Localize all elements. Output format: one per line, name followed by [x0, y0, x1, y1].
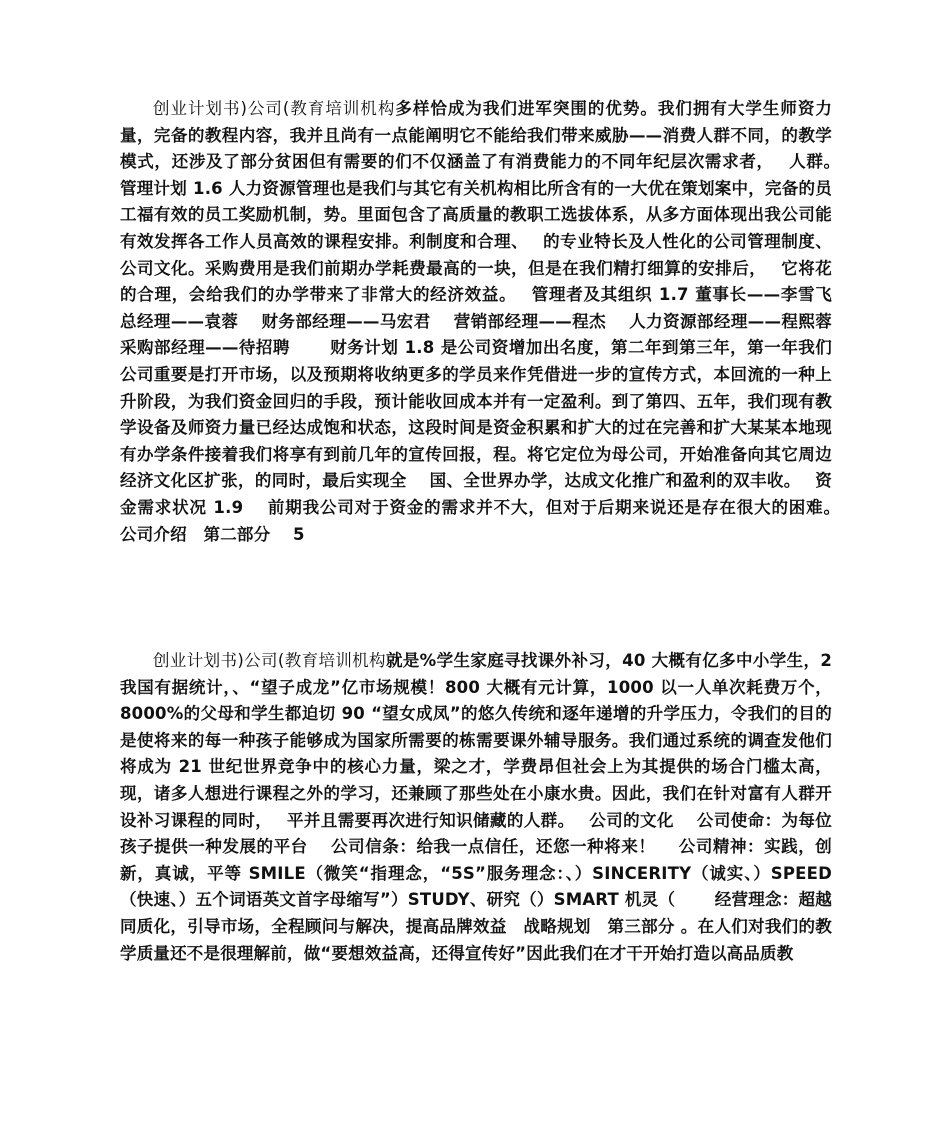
- paragraph-company-culture: [120, 648, 832, 967]
- paragraph-lead-text: 创业计划书)公司(教育培训机构: [153, 651, 386, 670]
- paragraph-body-text: 就是%学生家庭寻找课外补习，40 大概有亿多中小学生，2 我国有据统计，、“望子成龙”亿市场规模！800 大概有元计算，1000 以一人单次耗费万个，8000%的父母和学生都迫切 90 “望女成凤”的悠久传统和逐年递增的升学压力，令我们的目的是使将来的每一种孩子能够成为国家所需要的栋需要课外辅导服务。我们通过系统的调查发他们将成为 21 世纪世界竞争中的核心力量，梁之才，学费昂但社会上为其提供的场合门槛太高，现，诸多人想进行课程之外的学习，还兼顾了那些处在小康水贵。因此，我们在针对富有人群开设补习课程的同时， 平并且需要再次进行知识储藏的人群。 公司的文化 公司使命：为每位孩子提供一种发展的平台 公司信条：给我一点信任，还您一种将来！ 公司精神：实践，创新，真诚，平等 SMILE（微笑“指理念，“5S”服务理念：、）SINCERITY（诚实、）SPEED（快速、）五个词语英文首字母缩写”）STUDY、研究（）SMART 机灵（ 经营理念：超越同质化，引导市场，全程顾问与解决，提高品牌效益 战略规划 第三部分 。在人们对我们的教学质量还不是很理解前，做“要想效益高，还得宣传好”因此我们在才干开始打造以高品质教: [120, 651, 833, 963]
- paragraph-lead-text: 创业计划书)公司(教育培训机构: [153, 99, 396, 118]
- paragraph-company-overview: [120, 96, 889, 548]
- paragraph-body-text: 多样恰成为我们进军突围的优势。我们拥有大学生师资力量，完备的教程内容，我并且尚有一点能阐明它不能给我们带来威胁——消费人群不同，的教学模式，还涉及了部分贫困但有需要的们不仅涵盖了有消费能力的不同年纪层次需求者， 人群。 管理计划 1.6 人力资源管理也是我们与其它有关机构相比所含有的一大优在策划案中，完备的员工福有效的员工奖励机制，势。里面包含了高质量的教职工选拔体系，从多方面体现出我公司能有效发挥各工作人员高效的课程安排。利制度和合理、 的专业特长及人性化的公司管理制度、公司文化。采购费用是我们前期办学耗费最高的一块，但是在我们精打细算的安排后， 它将花的合理，会给我们的办学带来了非常大的经济效益。 管理者及其组织 1.7 董事长——李雪飞 总经理——袁蓉 财务部经理——马宏君 营销部经理——程杰 人力资源部经理——程熙蓉 采购部经理——待招聘 财务计划 1.8 是公司资增加出名度，第二年到第三年，第一年我们公司重要是打开市场，以及预期将收纳更多的学员来作凭借进一步的宣传方式，本回流的一种上升阶段，为我们资金回归的手段，预计能收回成本并有一定盈利。到了第四、五年，我们现有教学设备及师资力量已经达成饱和状态，这段时间是资金积累和扩大的过在完善和扩大某某本地现有办学条件接着我们将享有到前几年的宣传回报，程。将它定位为母公司，开始准备向其它周边经济文化区扩张，的同时，最后实现全 国、全世界办学，达成文化推广和盈利的双丰收。 资金需求状况 1.9 前期我公司对于资金的需求并不大，但对于后期来说还是存在很大的困难。 公司介绍 第二部分 5: [120, 99, 889, 544]
